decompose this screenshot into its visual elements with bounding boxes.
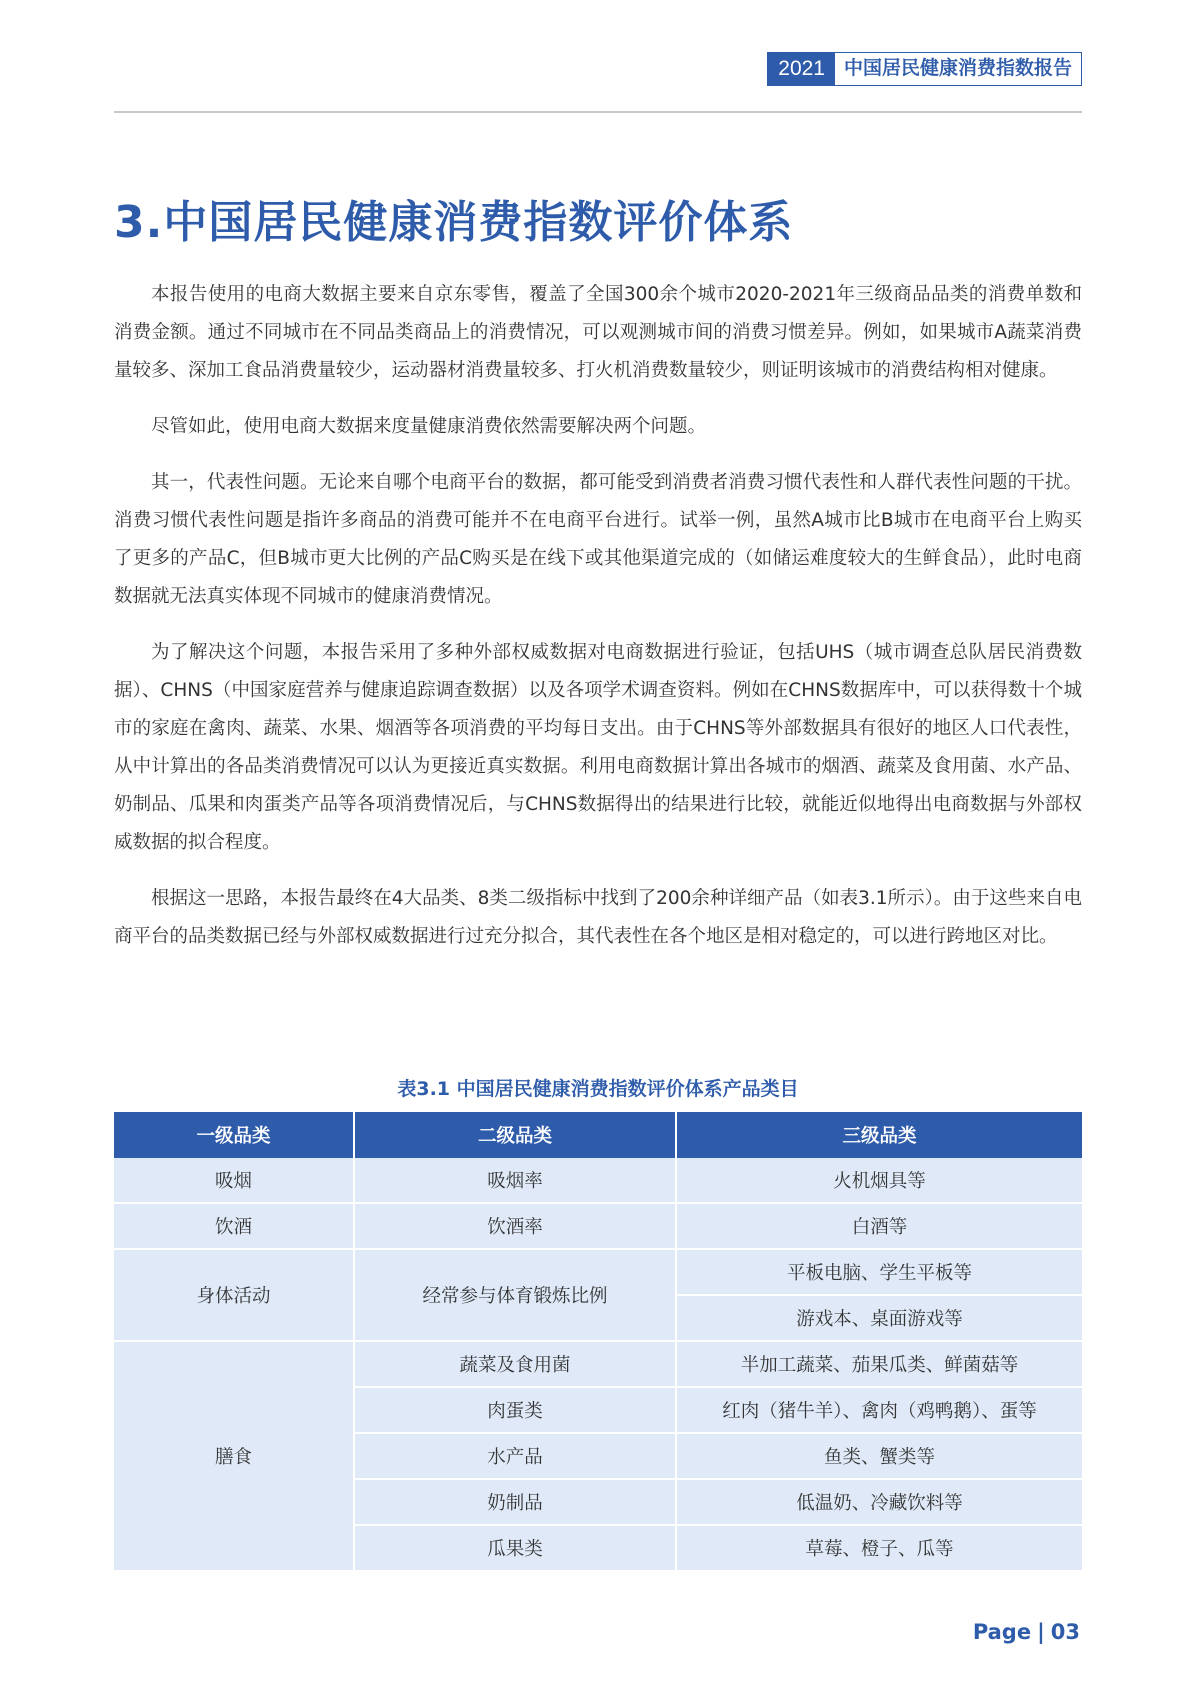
- page-separator: |: [1037, 1620, 1045, 1644]
- header-level1: 一级品类: [114, 1112, 354, 1158]
- paragraph-5: 根据这一思路，本报告最终在4大品类、8类二级指标中找到了200余种详细产品（如表3.1所示）。由于这些来自电商平台的品类数据已经与外部权威数据进行过充分拟合，其代表性在各个地区是相对稳定的，可以进行跨地区对比。: [114, 888, 1082, 947]
- cell-level1: 身体活动: [114, 1249, 354, 1341]
- section-title: 3.中国居民健康消费指数评价体系: [114, 197, 794, 248]
- cell-level2: 水产品: [354, 1433, 676, 1479]
- table-row: [114, 1341, 1082, 1387]
- product-category-table: [114, 1112, 1082, 1572]
- cell-level2: 饮酒率: [354, 1203, 676, 1249]
- table-row: [114, 1158, 1082, 1203]
- cell-level3: 游戏本、桌面游戏等: [676, 1295, 1082, 1341]
- cell-level3: 平板电脑、学生平板等: [676, 1249, 1082, 1295]
- cell-level2: 奶制品: [354, 1479, 676, 1525]
- paragraph-4: 为了解决这个问题，本报告采用了多种外部权威数据对电商数据进行验证，包括UHS（城市调查总队居民消费数据）、CHNS（中国家庭营养与健康追踪调查数据）以及各项学术调查资料。例如在CHNS数据库中，可以获得数十个城市的家庭在禽肉、蔬菜、水果、烟酒等各项消费的平均每日支出。由于CHNS等外部数据具有很好的地区人口代表性，从中计算出的各品类消费情况可以认为更接近真实数据。利用电商数据计算出各城市的烟酒、蔬菜及食用菌、水产品、奶制品、瓜果和肉蛋类产品等各项消费情况后，与CHNS数据得出的结果进行比较，就能近似地得出电商数据与外部权威数据的拟合程度。: [114, 642, 1082, 853]
- header-badge: [767, 52, 1082, 86]
- cell-level1: 吸烟: [114, 1158, 354, 1203]
- page-number: [973, 1620, 1080, 1644]
- paragraph-2: 尽管如此，使用电商大数据来度量健康消费依然需要解决两个问题。: [151, 416, 707, 437]
- cell-level2: 瓜果类: [354, 1525, 676, 1571]
- cell-level3: 鱼类、蟹类等: [676, 1433, 1082, 1479]
- cell-level3: 红肉（猪牛羊）、禽肉（鸡鸭鹅）、蛋等: [676, 1387, 1082, 1433]
- cell-level3: 草莓、橙子、瓜等: [676, 1525, 1082, 1571]
- cell-level3: 半加工蔬菜、茄果瓜类、鲜菌菇等: [676, 1341, 1082, 1387]
- header-year: 2021: [768, 53, 835, 85]
- cell-level1: 膳食: [114, 1341, 354, 1571]
- header-level2: 二级品类: [354, 1112, 676, 1158]
- cell-level2: 经常参与体育锻炼比例: [354, 1249, 676, 1341]
- header-report-title: 中国居民健康消费指数报告: [835, 53, 1081, 85]
- table-header-row: [114, 1112, 1082, 1158]
- header-divider: [114, 111, 1082, 113]
- cell-level2: 肉蛋类: [354, 1387, 676, 1433]
- table-caption: 表3.1 中国居民健康消费指数评价体系产品类目: [397, 1078, 799, 1100]
- paragraph-3: 其一，代表性问题。无论来自哪个电商平台的数据，都可能受到消费者消费习惯代表性和人群代表性问题的干扰。消费习惯代表性问题是指许多商品的消费可能并不在电商平台进行。试举一例，虽然A城市比B城市在电商平台上购买了更多的产品C，但B城市更大比例的产品C购买是在线下或其他渠道完成的（如储运难度较大的生鲜食品），此时电商数据就无法真实体现不同城市的健康消费情况。: [114, 472, 1082, 607]
- paragraph-1: 本报告使用的电商大数据主要来自京东零售，覆盖了全国300余个城市2020-2021年三级商品品类的消费单数和消费金额。通过不同城市在不同品类商品上的消费情况，可以观测城市间的消费习惯差异。例如，如果城市A蔬菜消费量较多、深加工食品消费量较少，运动器材消费量较多、打火机消费数量较少，则证明该城市的消费结构相对健康。: [114, 284, 1082, 381]
- body-text: [114, 276, 1082, 974]
- page-label: Page: [972, 1620, 1032, 1644]
- cell-level2: 蔬菜及食用菌: [354, 1341, 676, 1387]
- cell-level2: 吸烟率: [354, 1158, 676, 1203]
- page-number-value: 03: [1050, 1620, 1080, 1644]
- cell-level3: 低温奶、冷藏饮料等: [676, 1479, 1082, 1525]
- header-level3: 三级品类: [676, 1112, 1082, 1158]
- cell-level3: 白酒等: [676, 1203, 1082, 1249]
- table-row: [114, 1203, 1082, 1249]
- cell-level1: 饮酒: [114, 1203, 354, 1249]
- table-row: [114, 1249, 1082, 1295]
- cell-level3: 火机烟具等: [676, 1158, 1082, 1203]
